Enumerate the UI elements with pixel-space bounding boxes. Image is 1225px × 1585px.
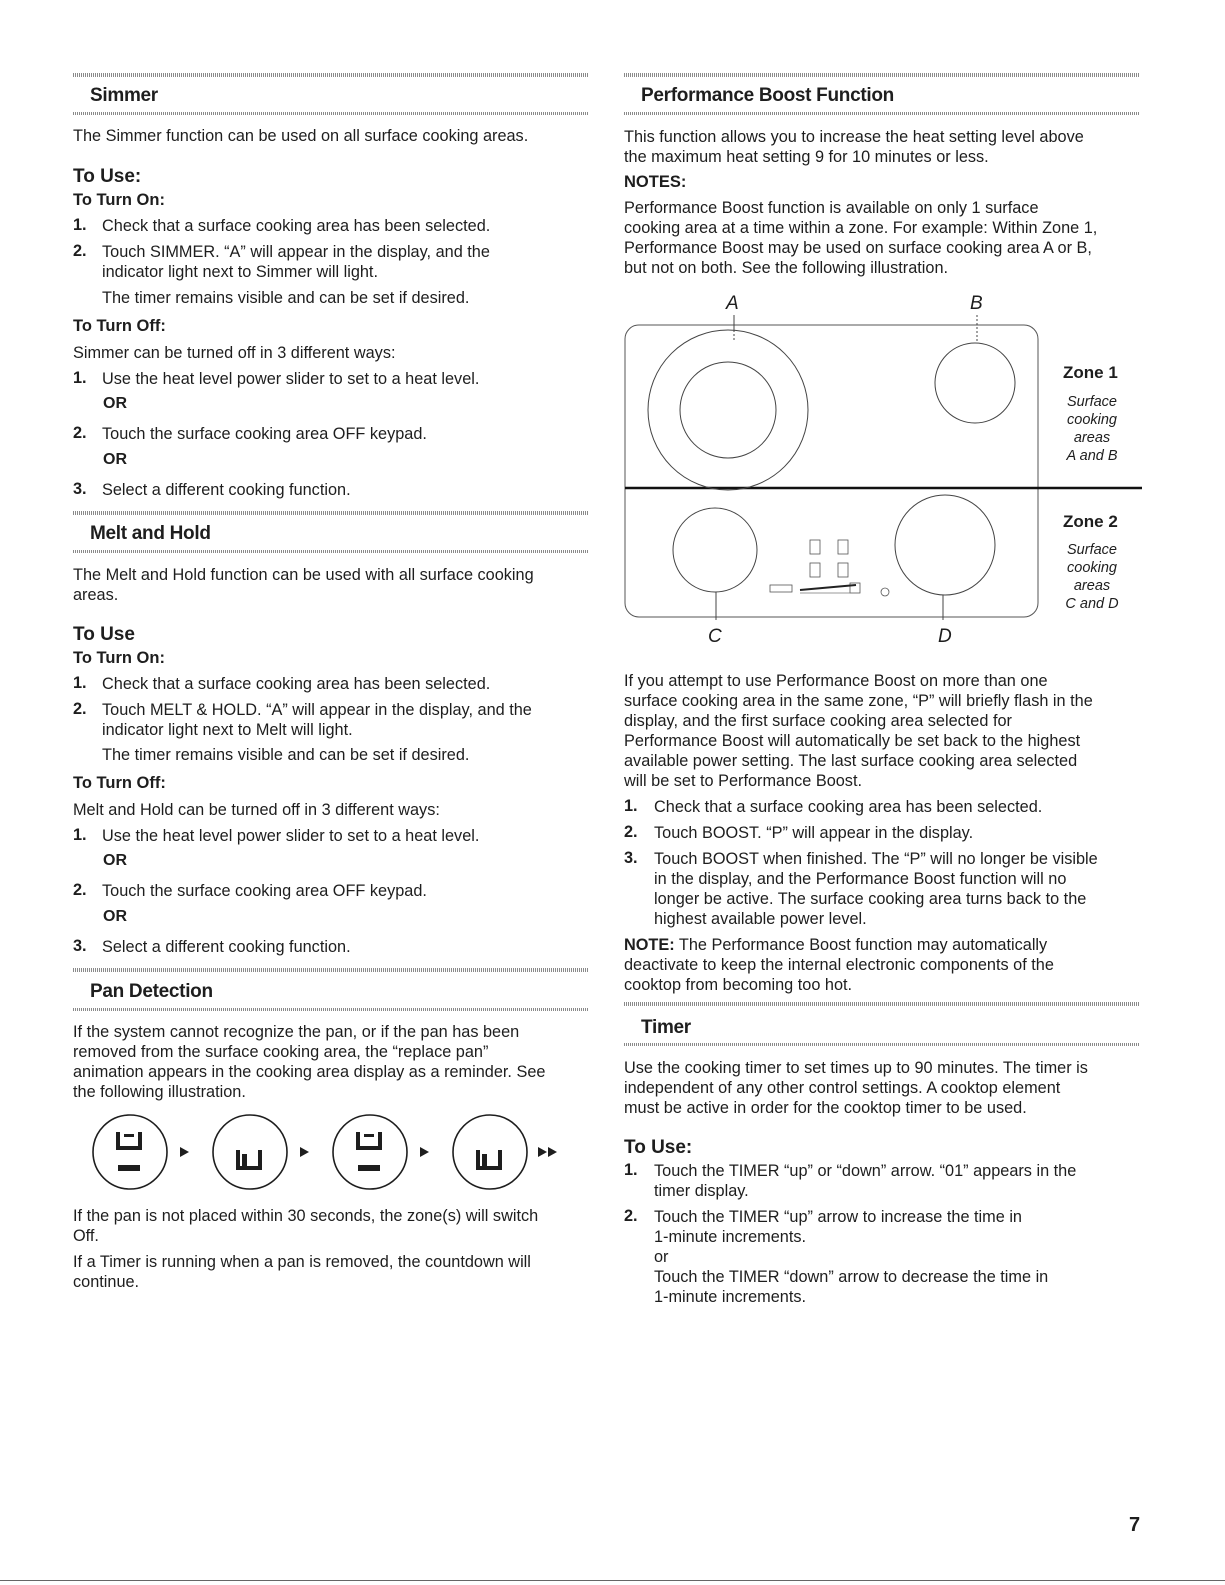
boost-step-3-cont: longer be active. The surface cooking area turns back to the [654,890,1087,908]
step-number: 2. [73,424,87,442]
section-title-pan: Pan Detection [90,981,213,1002]
step-number: 1. [73,674,87,692]
step-number: 2. [73,881,87,899]
melt-on-step-1: Check that a surface cooking area has been selected. [102,675,491,693]
zone-1-desc-line: cooking [1067,412,1117,428]
pan-line-3: animation appears in the cooking area display as a reminder. See [73,1063,546,1081]
zone-2-desc-line: areas [1073,578,1111,594]
pan-after-4: continue. [73,1273,140,1291]
timer-to-use-heading: To Use: [624,1137,693,1158]
simmer-on-step-2-cont: indicator light next to Simmer will light. [102,263,378,281]
boost-after-5: available power setting. The last surface cooking area selected [624,752,1078,770]
section-title-timer: Timer [641,1017,691,1038]
section-rule [624,1043,1140,1046]
simmer-to-use-heading: To Use: [73,166,142,187]
pan-line-1: If the system cannot recognize the pan, or if the pan has been [73,1023,520,1041]
pan-line-2: removed from the surface cooking area, the “replace pan” [73,1043,489,1061]
page-number: 7 [1129,1514,1141,1536]
zone-2-label: Zone 2 [1063,512,1118,531]
timer-intro-3: must be active in order for the cooktop timer to be used. [624,1099,1027,1117]
boost-note-label: NOTE: [624,936,675,954]
simmer-off-step-2: Touch the surface cooking area OFF keypad. [102,425,427,443]
simmer-intro: The Simmer function can be used on all surface cooking areas. [73,127,529,145]
timer-step-2-alt-cont: 1-minute increments. [654,1288,807,1306]
or-separator: OR [103,451,127,468]
melt-on-step-2-cont: indicator light next to Melt will light. [102,721,353,739]
section-rule [73,550,589,553]
boost-notes-2: cooking area at a time within a zone. For example: Within Zone 1, [624,219,1098,237]
boost-notes-4: but not on both. See the following illustration. [624,259,949,277]
zone-1-desc-line: A and B [1066,448,1118,464]
diagram-label-b: B [970,293,983,314]
zone-1-desc [1057,393,1127,465]
step-number: 2. [624,823,638,841]
boost-note-2: deactivate to keep the internal electronic components of the [624,956,1054,974]
simmer-off-intro: Simmer can be turned off in 3 different ways: [73,344,396,362]
zone-1-desc-line: Surface [1067,394,1117,410]
pan-after-2: Off. [73,1227,99,1245]
boost-note-3: cooktop from becoming too hot. [624,976,853,994]
simmer-turn-on-heading: To Turn On: [73,191,165,209]
pan-after-1: If the pan is not placed within 30 seconds, the zone(s) will switch [73,1207,539,1225]
or-separator: OR [103,395,127,412]
step-number: 3. [73,480,87,498]
page-bottom-edge [0,1580,1225,1581]
diagram-label-d: D [938,626,952,647]
step-number: 1. [73,826,87,844]
section-title-simmer: Simmer [90,85,158,106]
melt-off-step-3: Select a different cooking function. [102,938,351,956]
timer-intro-1: Use the cooking timer to set times up to 90 minutes. The timer is [624,1059,1088,1077]
boost-note [624,935,1047,955]
boost-step-3: Touch BOOST when finished. The “P” will no longer be visible [654,850,1098,868]
simmer-on-step-2: Touch SIMMER. “A” will appear in the display, and the [102,243,490,261]
simmer-on-step-1: Check that a surface cooking area has been selected. [102,217,491,235]
step-number: 1. [73,216,87,234]
step-number: 2. [73,242,87,260]
melt-to-use-heading: To Use [73,624,135,645]
timer-intro-2: independent of any other control settings. A cooktop element [624,1079,1061,1097]
pan-line-4: the following illustration. [73,1083,246,1101]
section-rule [73,112,589,115]
section-rule [73,1008,589,1011]
melt-turn-on-heading: To Turn On: [73,649,165,667]
boost-note-text: The Performance Boost function may automatically [674,936,1048,954]
timer-step-2: Touch the TIMER “up” arrow to increase the time in [654,1208,1022,1226]
step-number: 2. [624,1207,638,1225]
zone-2-desc-line: cooking [1067,560,1117,576]
timer-step-2-or: or [654,1248,669,1266]
melt-off-intro: Melt and Hold can be turned off in 3 different ways: [73,801,440,819]
or-separator: OR [103,852,127,869]
section-title-boost: Performance Boost Function [641,85,894,106]
step-number: 3. [624,849,638,867]
boost-step-1: Check that a surface cooking area has been selected. [654,798,1043,816]
diagram-label-c: C [708,626,722,647]
step-number: 3. [73,937,87,955]
simmer-off-step-1: Use the heat level power slider to set to a heat level. [102,370,480,388]
step-number: 1. [73,369,87,387]
boost-notes-1: Performance Boost function is available on only 1 surface [624,199,1039,217]
simmer-off-step-3: Select a different cooking function. [102,481,351,499]
boost-after-3: display, and the first surface cooking area selected for [624,712,1012,730]
timer-step-1-cont: timer display. [654,1182,749,1200]
boost-notes-3: Performance Boost may be used on surface cooking area A or B, [624,239,1092,257]
melt-intro-1: The Melt and Hold function can be used with all surface cooking [73,566,534,584]
zone-1-desc-line: areas [1073,430,1111,446]
simmer-on-note: The timer remains visible and can be set if desired. [102,289,470,307]
replace-pan-animation-illustration [90,1110,570,1195]
zone-2-desc-line: C and D [1065,596,1119,612]
boost-step-2: Touch BOOST. “P” will appear in the display. [654,824,974,842]
zone-2-desc [1057,541,1127,613]
melt-intro-2: areas. [73,586,119,604]
timer-step-1: Touch the TIMER “up” or “down” arrow. “01” appears in the [654,1162,1077,1180]
melt-turn-off-heading: To Turn Off: [73,774,166,792]
boost-intro-1: This function allows you to increase the heat setting level above [624,128,1084,146]
boost-step-3-cont: in the display, and the Performance Boost function will no [654,870,1067,888]
section-rule [624,112,1140,115]
zone-2-desc-line: Surface [1067,542,1117,558]
melt-off-step-2: Touch the surface cooking area OFF keypad. [102,882,427,900]
section-title-melt: Melt and Hold [90,523,211,544]
boost-after-1: If you attempt to use Performance Boost on more than one [624,672,1048,690]
melt-off-step-1: Use the heat level power slider to set to a heat level. [102,827,480,845]
boost-after-4: Performance Boost will automatically be set back to the highest [624,732,1081,750]
boost-notes-heading: NOTES: [624,173,687,191]
diagram-label-a: A [726,293,739,314]
or-separator: OR [103,908,127,925]
boost-step-3-cont: highest available power level. [654,910,867,928]
boost-after-6: will be set to Performance Boost. [624,772,862,790]
zone-1-label: Zone 1 [1063,363,1118,382]
section-rule [624,1002,1140,1006]
section-rule [624,73,1140,77]
pan-after-3: If a Timer is running when a pan is removed, the countdown will [73,1253,531,1271]
melt-on-step-2: Touch MELT & HOLD. “A” will appear in the display, and the [102,701,532,719]
melt-on-note: The timer remains visible and can be set if desired. [102,746,470,764]
step-number: 1. [624,1161,638,1179]
boost-intro-2: the maximum heat setting 9 for 10 minutes or less. [624,148,989,166]
step-number: 2. [73,700,87,718]
simmer-turn-off-heading: To Turn Off: [73,317,166,335]
section-rule [73,511,589,515]
step-number: 1. [624,797,638,815]
section-rule [73,968,589,972]
timer-step-2-cont: 1-minute increments. [654,1228,807,1246]
timer-step-2-alt: Touch the TIMER “down” arrow to decrease the time in [654,1268,1049,1286]
boost-after-2: surface cooking area in the same zone, “P” will briefly flash in the [624,692,1093,710]
section-rule [73,73,589,77]
